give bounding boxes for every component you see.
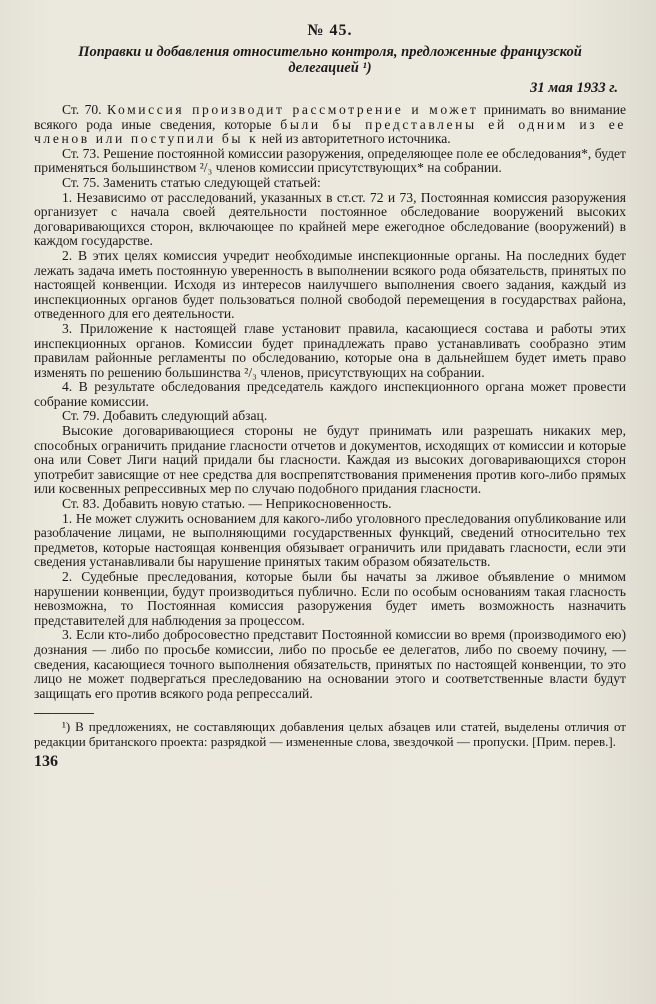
paragraph-text: 2. Судебные преследования, которые были бы начаты за лживое объявление о мнимом нарушении конвенции, будут производиться публично. Если по особым основаниям такая гласность невозможна, то Постоянная комиссия разоружения будет иметь возможность назначить представителей для наблюдения за процессом.: [34, 569, 626, 628]
paragraph: [34, 322, 626, 380]
paragraph-text: 3. Приложение к настоящей главе установит правила, касающиеся состава и работы этих инспекционных органов. Комиссии будет принадлежать право устанавливать сообразно этим правилам районные регламенты по обследованию, которые она в дальнейшем будет иметь право изменять по решению большинства ²/₃ членов, присутствующих на собрании.: [34, 320, 626, 380]
page-number: 136: [34, 753, 58, 771]
paragraph: [34, 424, 626, 497]
paragraph: [34, 103, 626, 147]
paragraph: [34, 176, 626, 191]
paragraph: [34, 380, 626, 409]
paragraph-text: Ст. 70.: [62, 102, 107, 117]
paragraph-text: 4. В результате обследования председатель каждого инспекционного органа может провести собрание комиссии.: [34, 379, 626, 409]
paragraph-text: Ст. 75. Заменить статью следующей статьей:: [62, 174, 321, 190]
paragraph: [34, 409, 626, 424]
document-title: Поправки и добавления относительно контроля, предложенные французской делегацией ¹): [78, 44, 582, 76]
paragraph: [34, 570, 626, 628]
footnote: [34, 720, 626, 749]
paragraph-text: 3. Если кто-либо добросовестно представит Постоянной комиссии во время (производимого ею) дознания — либо по просьбе комиссии, либо по просьбе ее делегатов, либо по своему почину, — сведения, касающиеся точного выполнения обязательств, принятых по настоящей конвенции, то это лицо не может подвергаться преследованию на основании этого и соответственные власти будут защищать его против всякого рода репрессалий.: [34, 627, 626, 701]
paragraph-text: Ст. 73. Решение постоянной комиссии разоружения, определяющее поле ее обследования*, будет применяться большинством ²/₃ членов комиссии присутствующих* на собрании.: [34, 145, 626, 176]
paragraph-text: 1. Независимо от расследований, указанных в ст.ст. 72 и 73, Постоянная комиссия разоружения организует с начала своей деятельности постоянное обследование вооружений высоких договаривающихся сторон, включающее по крайней мере ежегодное обследование (вооружений) в каждом государстве.: [34, 189, 626, 249]
paragraph-text: ней из авторитетного источника.: [258, 131, 451, 147]
spaced-text: Комиссия производит рассмотрение и может: [106, 102, 479, 117]
paragraph: [34, 147, 626, 176]
document-date: 31 мая 1933 г.: [530, 80, 618, 96]
paragraph-text: Высокие договаривающиеся стороны не будут принимать или разрешать никаких мер, способных ограничить придание гласности отчетов и документов, исходящих от комиссии и которые она или Совет Лиги наций придали бы гласности. Каждая из высоких договаривающихся сторон употребит зависящие от нее средства для воспрепятствования применения против кого-либо прямых или косвенных репрессивных мер по случаю подобного придания гласности.: [34, 423, 626, 497]
spaced-text: были бы представлены ей одним из ее членов или поступили бы к: [34, 116, 626, 147]
paragraph: [34, 628, 626, 701]
footnote-text: ¹) В предложениях, не составляющих добавления целых абзацев или статей, выделены отличия от редакции британского проекта: разрядкой — измененные слова, звездочкой — пропуски. [Прим. перев.].: [34, 719, 626, 749]
document-number: № 45.: [307, 22, 353, 39]
paragraph: [34, 497, 626, 512]
document-body: [34, 103, 626, 701]
paragraph-text: принимать во внимание всякого рода иные сведения, которые: [34, 102, 627, 132]
paragraph-text: Ст. 83. Добавить новую статью. — Неприкосновенность.: [62, 496, 392, 512]
paragraph-text: 1. Не может служить основанием для какого-либо уголовного преследования опубликование или разоблачение лицами, не выполняющими государственных функций, сведений относительно тех предметов, которые настоящая конвенция обязывает ограничить или придавать гласности, если эти сведения устанавливали бы нарушение принятых таким образом обязательств.: [34, 510, 626, 570]
paragraph: [34, 191, 626, 249]
footnote-divider: [34, 713, 94, 714]
paragraph-text: Ст. 79. Добавить следующий абзац.: [62, 408, 268, 424]
paragraph: [34, 249, 626, 322]
paragraph: [34, 512, 626, 570]
paragraph-text: 2. В этих целях комиссия учредит необходимые инспекционные органы. На последних будет лежать задача иметь постоянную уверенность в выполнении всякого рода обязательств, принятых по настоящей конвенции. Исходя из интересов наилучшего выполнения своего задания, каждый из инспекционных органов будет пользоваться полной свободой перемещения в государствах района, отведенного для его деятельности.: [34, 247, 626, 322]
